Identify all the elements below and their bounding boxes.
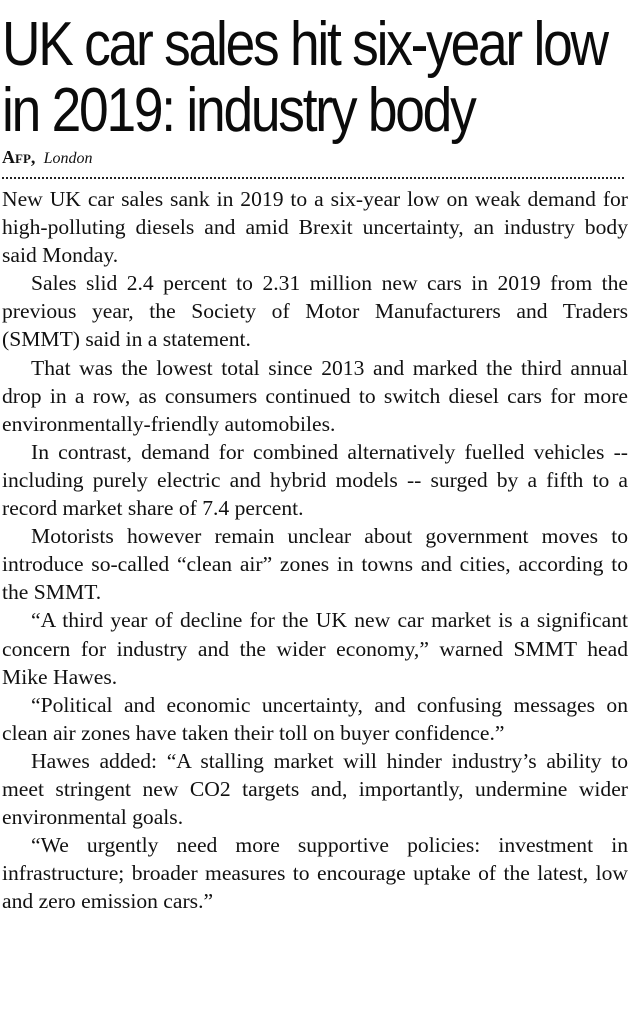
body-paragraph: Hawes added: “A stalling market will hinder industry’s ability to meet stringent new CO2 targets and, importantly, undermine wider environmental goals. (2, 748, 628, 830)
body-paragraph: New UK car sales sank in 2019 to a six-year low on weak demand for high-polluting diesels and amid Brexit uncertainty, an industry body said Monday. (2, 187, 628, 268)
body-paragraph: That was the lowest total since 2013 and marked the third annual drop in a row, as consumers continued to switch diesel cars for more environmentally-friendly automobiles. (2, 355, 628, 436)
byline-location: London (43, 150, 93, 167)
dotted-divider (2, 177, 624, 179)
body-paragraph: “We urgently need more supportive policies: investment in infrastructure; broader measures to encourage uptake of the latest, low and zero emission cars.” (2, 833, 628, 914)
body-paragraph: “A third year of decline for the UK new car market is a significant concern for industry and the wider economy,” warned SMMT head Mike Hawes. (2, 608, 628, 689)
byline-agency: Afp, (2, 147, 36, 167)
byline (2, 145, 627, 169)
body-paragraph: “Political and economic uncertainty, and confusing messages on clean air zones have taken their toll on buyer confidence.” (2, 692, 628, 745)
body-paragraph: Motorists however remain unclear about government moves to introduce so-called “clean air” zones in towns and cities, according to the SMMT. (2, 524, 628, 605)
headline: UK car sales hit six-year low in 2019: industry body (2, 10, 607, 145)
body-paragraph: Sales slid 2.4 percent to 2.31 million new cars in 2019 from the previous year, the Society of Motor Manufacturers and Traders (SMMT) said in a statement. (2, 271, 628, 352)
body-paragraph: In contrast, demand for combined alternatively fuelled vehicles -- including purely electric and hybrid models -- surged by a fifth to a record market share of 7.4 percent. (2, 439, 628, 521)
article-body (2, 185, 628, 915)
news-article (2, 0, 627, 915)
